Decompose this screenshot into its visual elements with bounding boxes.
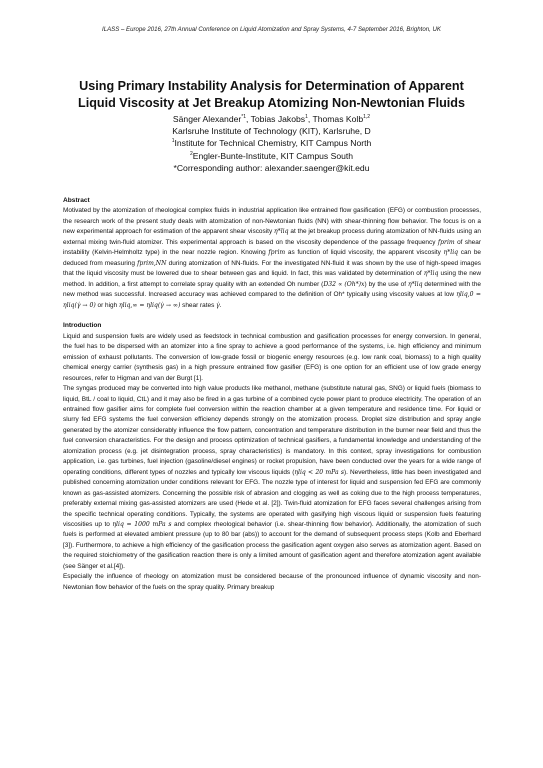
author-names: [40, 113, 503, 125]
affiliation-itc: [40, 137, 503, 149]
math-apparent-viscosity: η*liq: [274, 228, 289, 236]
section-gap: [63, 311, 481, 321]
abstract-text: can be deduced from measuring: [63, 249, 481, 267]
math-eta-zero: ηliq,0 = ηliq(γ̇ → 0): [63, 291, 482, 309]
introduction-paragraph-1: Liquid and suspension fuels are widely used as feedstock in technical combustion and gasification processes for energy conversion. In general, the fuel has to be dispersed with an atomizer into a fine spray to achieve a good performance of the systems, i.e. high efficiency and minimum emission of exhaust pollutants. The conversion of low-grade fossil or biogenic energy resources (e.g. low rank coal, biomass) to a high quality chemical energy carrier (synthesis gas) in a high pressure entrained flow gasifier (EFG) is one option for an efficient use of low grade energy resources, refer to Higman and van der Burgt [1].: [63, 332, 481, 382]
corresponding-author: *Corresponding author: alexander.saenger@kit.edu: [173, 162, 370, 173]
math-apparent-viscosity: η*liq: [407, 280, 423, 288]
abstract-text: Motivated by the atomization of rheological complex fluids in industrial application like entrained flow gasification (EFG) or combustion processes, the research work of the present study deals with atomization of non-Newtonian fluids (NN) with shear-thinning flow behavior. The focus is on a new experimental approach for estimation of the apparent shear viscosity: [63, 207, 481, 236]
abstract-text: during atomization of NN-fluids. For the investigated NN-fluid it was shown by the use of high-speed images that the liquid viscosity must be lowered due to shear between gas and liquid. In fact, this was validated by determination of: [63, 259, 482, 278]
introduction-heading: Introduction: [63, 322, 102, 330]
affiliation-itc-text: Institute for Technical Chemistry, KIT Campus North: [174, 138, 372, 149]
affiliation-ebi-text: Engler-Bunte-Institute, KIT Campus South: [192, 150, 354, 161]
intro-text: ). Nevertheless, little has been investigated and published concerning atomization under conditions relevant for EFG. The nozzle type of interest for liquid and suspension fed EFG are commonly known as gas-assisted atomizers. Concerning the possible risk of abrasion and clogging as well as coking due to the high process temperatures, preferably external mixing gas-assisted atomizers are used (Hede et al. [2]). Twin-fluid atomization for EFG faces several challenges arising from the specific technical operating conditions. Typically, the systems are operated with gasifying high viscous liquid or suspension fuels featuring viscosities up to: [63, 468, 481, 528]
abstract-text: using the new method. In addition, a first attempt to correlate spray quality with an extended Oh number (: [63, 270, 481, 288]
title-line-1: Using Primary Instability Analysis for Determination of Apparent: [79, 79, 464, 93]
author-2: , Tobias Jakobs: [245, 114, 306, 124]
author-2-sup: 1: [305, 114, 308, 120]
math-fprim-nn: fprim,NN: [137, 259, 167, 267]
math-low-viscosity: ηliq < 20 mPa s: [294, 468, 344, 476]
intro-text: and complex rheological behavior (i.e. shear-thinning flow behavior). Additionally, the atomization of such fuels is performed at elevated ambient pressure (up to 80 bar (abs)) to account for the demand of subsequent process steps (Kolb and Eberhard [3]). Furthermore, to achieve a high efficiency of the gasification process the gasification agent oxygen also serves as atomization agent. Based on the required stoichiometry of the gasification reaction there is only a limited amount of gasification agent and therefore atomization agent available (see Sänger et al.[4]).: [63, 520, 481, 570]
author-3: , Thomas Kolb: [307, 114, 364, 124]
affiliation-ebi: [40, 150, 503, 162]
author-1: Sänger Alexander: [172, 114, 242, 124]
math-eta-infinity: ηliq,∞ = ηliq(γ̇ → ∞): [118, 301, 181, 309]
math-fprim: fprim: [268, 249, 286, 257]
math-high-viscosity: ηliq = 1000 mPa s: [112, 520, 172, 528]
paper-body: [63, 196, 481, 593]
title-line-2: Liquid Viscosity at Jet Breakup Atomizing Non-Newtonian Fluids: [78, 96, 465, 110]
paper-title: [40, 78, 503, 112]
abstract-text: .: [219, 301, 222, 309]
affiliation-kit: Karlsruhe Institute of Technology (KIT), Karlsruhe, D: [172, 126, 371, 137]
abstract-text: shear rates: [180, 301, 217, 309]
introduction-paragraph-3: Especially the influence of rheology on atomization must be considered because of the pronounced influence of dynamic viscosity and non-Newtonian flow behavior of the fuels on the spray quality. Primary breakup: [63, 573, 481, 591]
math-apparent-viscosity: η*liq: [423, 270, 439, 278]
author-1-sup: *1: [241, 114, 246, 120]
affiliation-itc-sup: 1: [171, 138, 175, 145]
abstract-text: determined with the new method was successful. Increased accuracy was achieved compared to the definition of Oh* typically using viscosity values at low: [63, 280, 481, 299]
introduction-paragraph-2: [63, 384, 481, 572]
author-3-sup: 1,2: [363, 114, 371, 120]
abstract-text: of shear instability (Kelvin-Helmholtz type) in the near nozzle region. Knowing: [63, 238, 481, 257]
abstract-heading: Abstract: [63, 197, 90, 204]
abstract-text: ) by the use of: [364, 280, 408, 288]
abstract-text: or high: [95, 301, 119, 309]
abstract-paragraph: [63, 206, 481, 311]
intro-text: The syngas produced may be converted into high value products like methanol, methane (substitute natural gas, SNG) or liquid fuels (biomass to liquid, BtL / coal to liquid, CtL) and it may also be fired in a gas turbine of a combined cycle power plant to produce electricity. The operation of an entrained flow gasifier aims for complete fuel conversion within the reaction chamber at a given temperature and residence time. For liquid or slurry fed EFG systems the fuel conversion efficiency depends strongly on the atomization process. Droplet size distribution and spray angle generated by the atomizer considerably influence the flow pattern, concentration and temperature distribution in the burner near field and thus the fuel conversion characteristics. For the design and process optimization of technical gasifiers, a fundamental knowledge and understanding of the atomization process (e.g. jet disintegration process, spray characteristics) is mandatory. In this context, spray investigations for combustion application, i.e. gas turbines, fuel injection (gasoline/diesel engines) or rocket propulsion, have been conducted over the years for a wide range of operating conditions, different types of nozzles and typically low viscous liquids (: [63, 385, 481, 476]
abstract-text: at the jet breakup process during atomization of NN-fluids using an external mixing twin-fluid atomizer. This experimental approach is based on the viscosity dependence of the passage frequency: [63, 228, 481, 246]
abstract-text: as function of liquid viscosity, the apparent viscosity: [285, 249, 444, 257]
math-fprim: fprim: [437, 238, 455, 246]
math-apparent-viscosity: η*liq: [443, 249, 459, 257]
math-shear-rate: γ̇: [216, 301, 220, 309]
math-d32-oh: D32 ∝ (Oh*)x: [323, 280, 365, 288]
affiliation-ebi-sup: 2: [189, 150, 193, 157]
conference-header: ILASS – Europe 2016, 27th Annual Conference on Liquid Atomization and Spray Systems, 4-7 September 2016, Brighton, UK: [102, 26, 441, 33]
author-block: [40, 113, 503, 174]
